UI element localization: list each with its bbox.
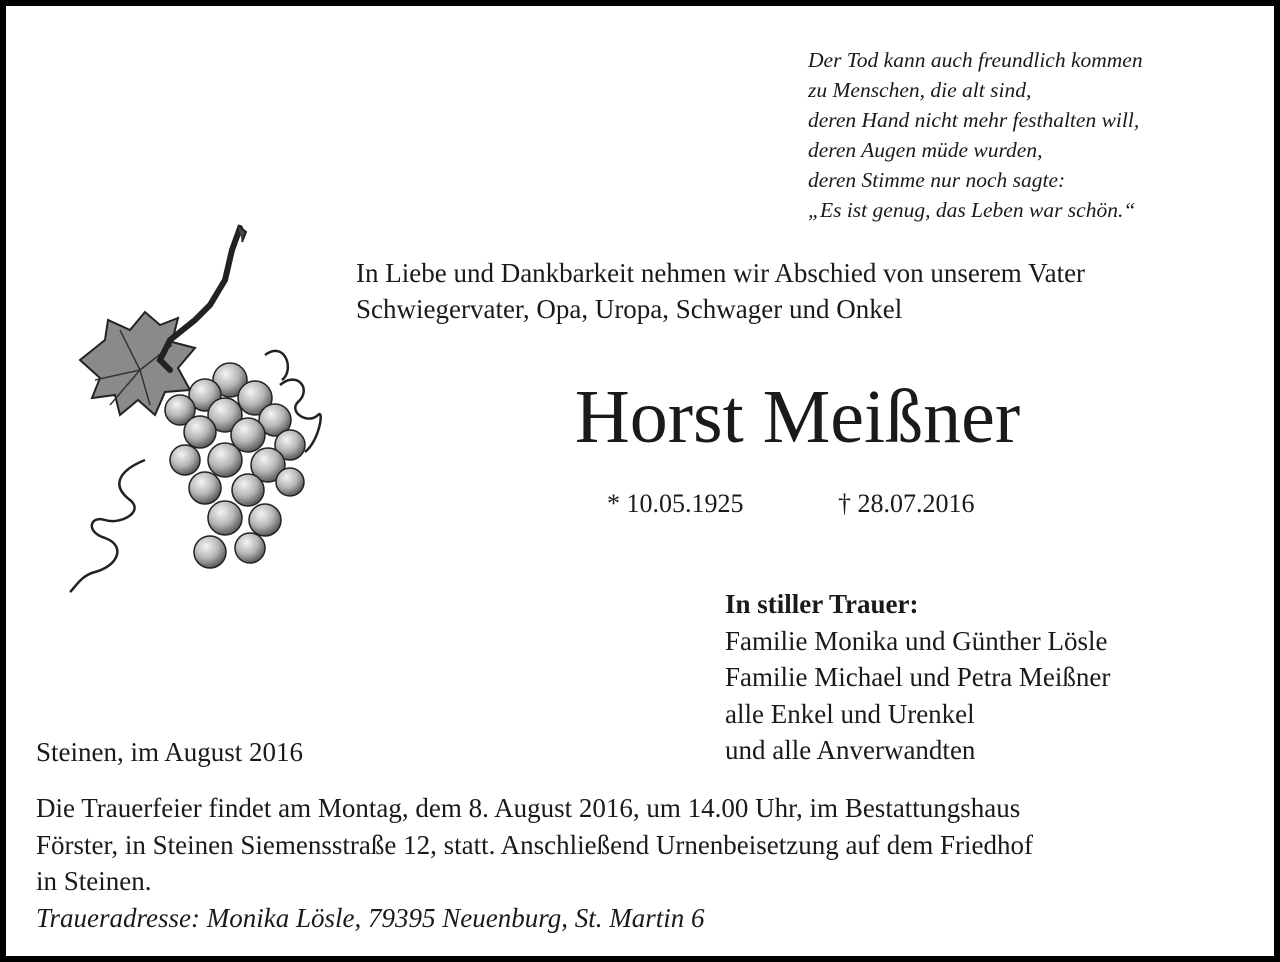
intro-text — [356, 255, 1085, 327]
poem — [808, 45, 1143, 225]
deceased-name: Horst Meißner — [574, 375, 1021, 459]
poem-line: zu Menschen, die alt sind, — [808, 78, 1032, 102]
service-line: in Steinen. — [36, 866, 152, 896]
death-date: † 28.07.2016 — [838, 489, 975, 518]
birth-date: * 10.05.1925 — [607, 489, 744, 518]
mourning-address: Traueradresse: Monika Lösle, 79395 Neuenburg, St. Martin 6 — [36, 903, 705, 933]
poem-line: Der Tod kann auch freundlich kommen — [808, 48, 1143, 72]
mourner-line: Familie Michael und Petra Meißner — [725, 662, 1111, 692]
intro-line: In Liebe und Dankbarkeit nehmen wir Abschied von unserem Vater — [356, 258, 1086, 288]
place-date: Steinen, im August 2016 — [36, 737, 304, 767]
mourners-heading: In stiller Trauer: — [725, 589, 919, 619]
service-info — [36, 790, 1033, 900]
mourner-line: und alle Anverwandten — [725, 735, 976, 765]
poem-line: „Es ist genug, das Leben war schön.“ — [808, 198, 1136, 222]
intro-line: Schwiegervater, Opa, Uropa, Schwager und Onkel — [356, 294, 903, 324]
service-line: Förster, in Steinen Siemensstraße 12, statt. Anschließend Urnenbeisetzung auf dem Friedhof — [36, 829, 1033, 860]
mourner-line: Familie Monika und Günther Lösle — [725, 625, 1108, 656]
mourners-block — [725, 586, 1110, 769]
poem-line: deren Hand nicht mehr festhalten will, — [808, 108, 1140, 132]
poem-line: deren Augen müde wurden, — [808, 138, 1043, 162]
poem-line: deren Stimme nur noch sagte: — [808, 168, 1066, 192]
mourner-line: alle Enkel und Urenkel — [725, 698, 975, 729]
service-line: Die Trauerfeier findet am Montag, dem 8. August 2016, um 14.00 Uhr, im Bestattungshaus — [36, 793, 1021, 823]
